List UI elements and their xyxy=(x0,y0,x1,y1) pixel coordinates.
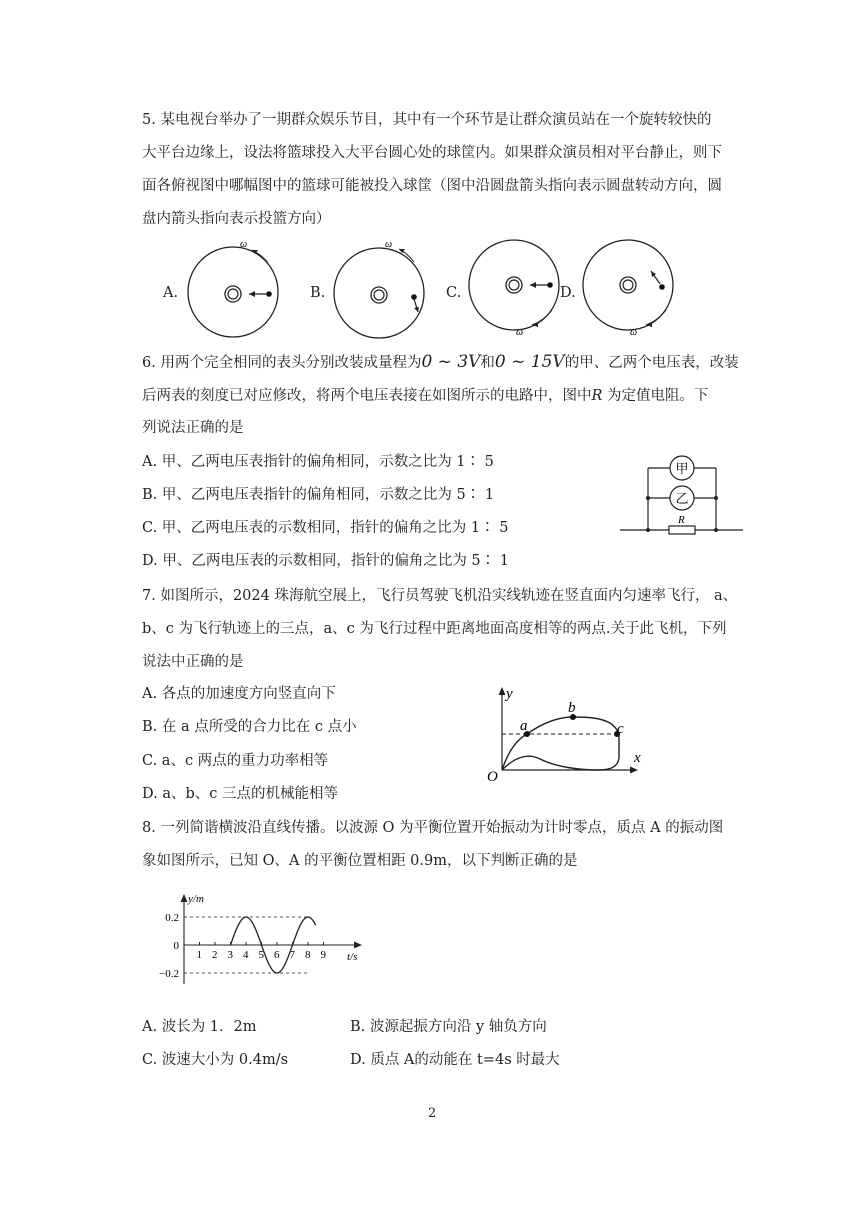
q8-option-d: D. 质点 A的动能在 t=4s 时最大 xyxy=(350,1052,560,1068)
x-axis-label: x xyxy=(634,750,641,766)
disk-outline xyxy=(188,247,278,337)
q6-circuit-diagram xyxy=(620,452,745,542)
point-b-label: b xyxy=(568,700,576,716)
q6-range-2: 0 ~ 15V xyxy=(494,352,565,372)
x-tick-label: 4 xyxy=(243,949,249,961)
x-tick-label: 3 xyxy=(227,949,233,961)
omega-label: ω xyxy=(385,239,393,250)
y-axis-label: y/m xyxy=(188,893,204,905)
q8-line-1: 8. 一列简谐横波沿直线传播。以波源 O 为平衡位置开始振动为计时零点，质点 A 的振动图 xyxy=(142,820,724,836)
q6-line-2-b: 为定值电阻。下 xyxy=(602,388,709,404)
q6-line-3: 列说法正确的是 xyxy=(142,420,244,436)
basket-inner xyxy=(509,280,519,290)
q5-line-1: 5. 某电视台举办了一期群众娱乐节目，其中有一个环节是让群众演员站在一个旋转较快的 xyxy=(142,112,712,128)
ball xyxy=(266,291,272,297)
q8-option-a: A. 波长为 1．2m xyxy=(142,1019,257,1035)
q8-line-2: 象如图所示，已知 O、A 的平衡位置相距 0.9m，以下判断正确的是 xyxy=(142,853,578,869)
q6-option-c: C. 甲、乙两电压表的示数相同，指针的偏角之比为 1∶ 5 xyxy=(142,520,509,536)
q6-line-1 xyxy=(142,352,739,373)
q6-line-1-c: 的甲、乙两个电压表，改装 xyxy=(564,355,739,371)
y-tick-label: 0.2 xyxy=(165,912,179,924)
x-axis-arrowhead xyxy=(354,942,362,949)
q5-option-d-label: D. xyxy=(560,285,576,301)
y-tick-label: 0 xyxy=(173,940,179,952)
resistor-label: R xyxy=(678,514,685,526)
x-tick-label: 1 xyxy=(196,949,202,961)
origin-label: O xyxy=(487,769,498,785)
q6-line-2-r: R xyxy=(591,388,603,404)
resistor xyxy=(669,526,695,534)
omega-label: ω xyxy=(630,327,638,338)
q5-option-b-label: B. xyxy=(310,285,326,301)
x-tick-label: 2 xyxy=(212,949,218,961)
q6-line-1-a: 6. 用两个完全相同的表头分别改装成量程为 xyxy=(142,355,422,371)
x-tick-label: 8 xyxy=(305,949,311,961)
point-c-label: c xyxy=(617,721,624,737)
disk-outline xyxy=(334,248,424,338)
y-axis-label: y xyxy=(506,686,513,702)
q5-line-4: 盘内箭头指向表示投篮方向） xyxy=(142,211,331,227)
q6-option-b: B. 甲、乙两电压表指针的偏角相同，示数之比为 5∶ 1 xyxy=(142,487,495,503)
basket-outer xyxy=(225,286,241,302)
q6-option-d: D. 甲、乙两电压表的示数相同，指针的偏角之比为 5∶ 1 xyxy=(142,553,509,569)
q5-disk-d xyxy=(584,238,724,343)
voltmeter-jia-label: 甲 xyxy=(675,461,689,476)
x-tick-label: 9 xyxy=(320,949,326,961)
throw-arrowhead xyxy=(530,282,536,288)
y-axis-arrowhead xyxy=(181,894,188,902)
page-number: 2 xyxy=(428,1106,437,1121)
ball xyxy=(411,294,417,300)
q8-vibration-chart xyxy=(150,890,370,990)
x-axis-label: t/s xyxy=(347,951,358,963)
q7-line-3: 说法中正确的是 xyxy=(142,654,244,670)
q6-line-2-a: 后两表的刻度已对应修改，将两个电压表接在如图所示的电路中，图中 xyxy=(142,388,592,404)
x-tick-label: 5 xyxy=(258,949,264,961)
ball xyxy=(659,284,665,290)
x-tick-label: 7 xyxy=(289,949,295,961)
omega-label: ω xyxy=(240,239,248,250)
voltmeter-yi-label: 乙 xyxy=(675,491,689,506)
basket-inner xyxy=(623,280,633,290)
q7-option-b: B. 在 a 点所受的合力比在 c 点小 xyxy=(142,719,357,735)
q7-option-a: A. 各点的加速度方向竖直向下 xyxy=(142,686,336,702)
q7-trajectory-graph xyxy=(484,684,654,784)
q5-disk-a xyxy=(190,238,330,343)
q5-line-2: 大平台边缘上，设法将篮球投入大平台圆心处的球筐内。如果群众演员相对平台静止，则下 xyxy=(142,145,722,161)
q5-line-3: 面各俯视图中哪幅图中的篮球可能被投入球筐（图中沿圆盘箭头指向表示圆盘转动方向，圆 xyxy=(142,178,722,194)
q6-line-2 xyxy=(142,386,709,406)
q6-option-a: A. 甲、乙两电压表指针的偏角相同，示数之比为 1∶ 5 xyxy=(142,454,494,470)
q7-option-d: D. a、b、c 三点的机械能相等 xyxy=(142,786,338,802)
y-tick-label: −0.2 xyxy=(159,968,179,980)
throw-arrowhead xyxy=(249,291,255,297)
q8-option-b: B. 波源起振方向沿 y 轴负方向 xyxy=(350,1019,547,1035)
basket-inner xyxy=(374,290,384,300)
basket-outer xyxy=(371,287,387,303)
basket-inner xyxy=(228,289,238,299)
q5-option-a-label: A. xyxy=(163,285,179,301)
point-a-label: a xyxy=(520,718,528,734)
omega-label: ω xyxy=(516,327,524,338)
q8-option-c: C. 波速大小为 0.4m/s xyxy=(142,1052,289,1068)
q6-range-1: 0 ~ 3V xyxy=(421,352,481,372)
q6-line-1-b: 和 xyxy=(480,355,495,371)
q5-option-c-label: C. xyxy=(446,285,462,301)
q7-line-1: 7. 如图所示，2024 珠海航空展上，飞行员驾驶飞机沿实线轨迹在竖直面内匀速率飞行， a、 xyxy=(142,588,738,604)
ball xyxy=(547,282,553,288)
q7-option-c: C. a、c 两点的重力功率相等 xyxy=(142,753,329,769)
q7-line-2: b、c 为飞行轨迹上的三点，a、c 为飞行过程中距离地面高度相等的两点.关于此飞机，下列 xyxy=(142,621,727,637)
x-tick-label: 6 xyxy=(274,949,280,961)
